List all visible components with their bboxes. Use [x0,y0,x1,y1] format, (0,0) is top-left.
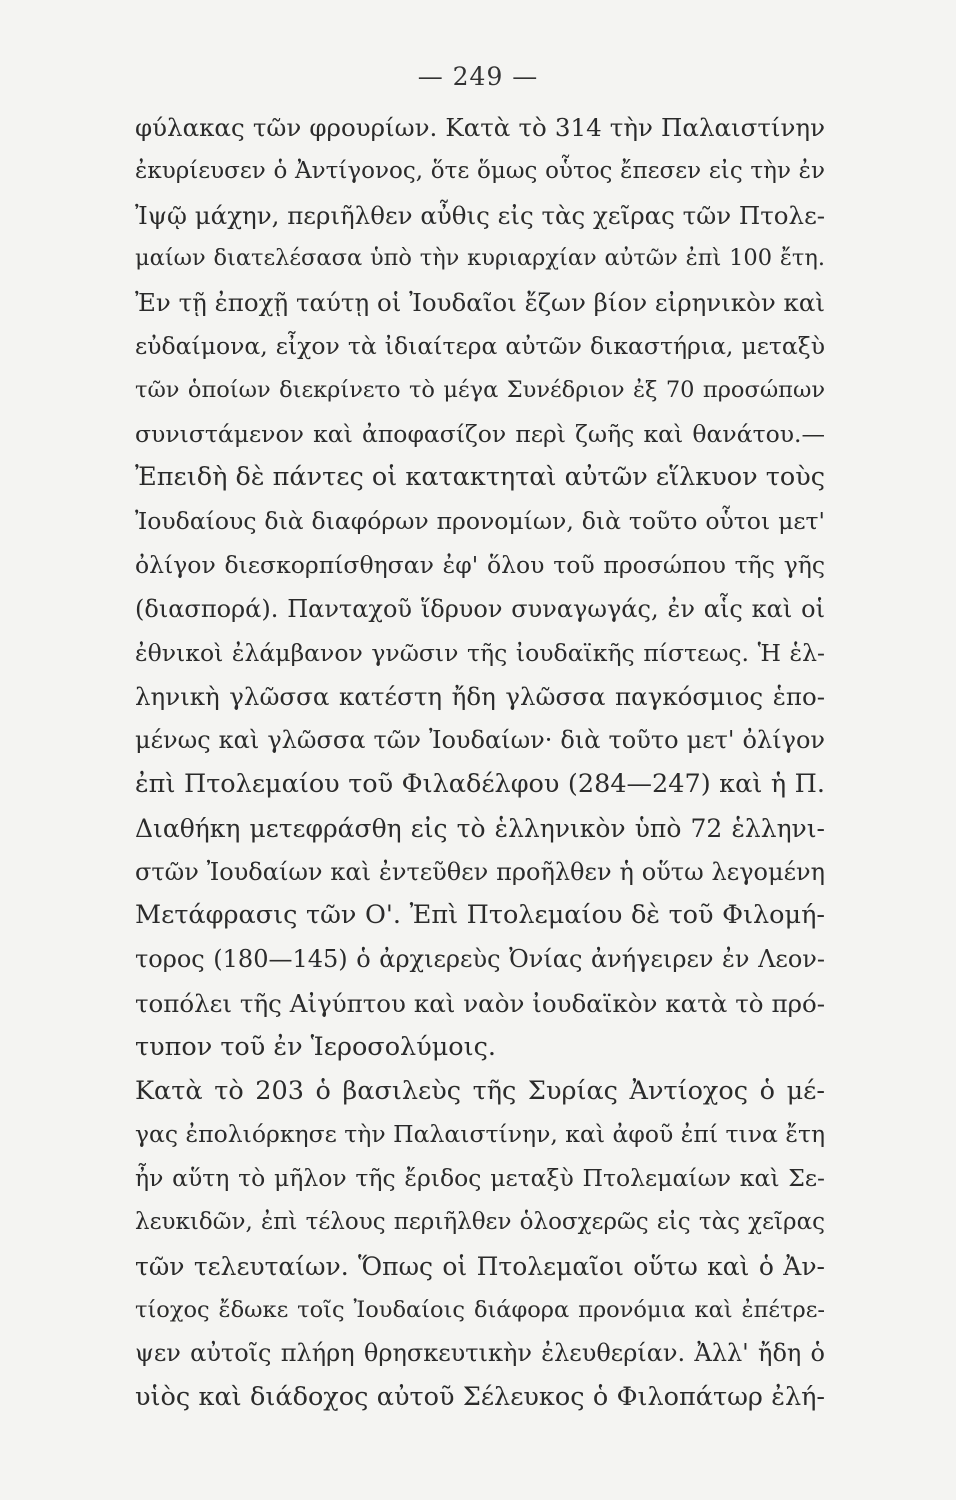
text-line: στῶν Ἰουδαίων καὶ ἐντεῦθεν προῆλθεν ἡ οὕτω λεγομένη [135,857,825,886]
text-line: μένως καὶ γλῶσσα τῶν Ἰουδαίων· διὰ τοῦτο μετ' ὀλίγον [135,726,825,755]
paragraph-2 [135,1070,825,1420]
paragraph-1 [135,106,825,1070]
text-line: τῶν τελευταίων. Ὅπως οἱ Πτολεμαῖοι οὕτω καὶ ὁ Ἀν- [135,1251,825,1281]
text-line: ἐκυρίευσεν ὁ Ἀντίγονος, ὅτε ὅμως οὗτος ἔπεσεν εἰς τὴν ἐν [135,157,825,184]
text-line: τίοχος ἔδωκε τοῖς Ἰουδαίοις διάφορα προνόμια καὶ ἐπέτρε- [135,1296,825,1323]
text-line: ἐθνικοὶ ἐλάμβανον γνῶσιν τῆς ἰουδαϊκῆς πίστεως. Ἡ ἑλ- [135,638,825,667]
text-line: (διασπορά). Πανταχοῦ ἵδρυον συναγωγάς, ἐν αἷς καὶ οἱ [135,594,825,623]
text-line: Διαθήκη μετεφράσθη εἰς τὸ ἑλληνικὸν ὑπὸ 72 ἑλληνι- [135,813,825,843]
text-line: λευκιδῶν, ἐπὶ τέλους περιῆλθεν ὁλοσχερῶς εἰς τὰς χεῖρας [135,1208,825,1235]
text-line: ἐπὶ Πτολεμαίου τοῦ Φιλαδέλφου (284—247) καὶ ἡ Π. [135,768,825,799]
text-line: Μετάφρασις τῶν Ο'. Ἐπὶ Πτολεμαίου δὲ τοῦ Φιλομή- [135,900,825,931]
body-text [135,106,825,1420]
text-line: συνιστάμενον καὶ ἀποφασίζον περὶ ζωῆς καὶ θανάτου.— [135,419,825,448]
text-line: Ἰουδαίους διὰ διαφόρων προνομίων, διὰ τοῦτο οὗτοι μετ' [135,507,825,536]
text-line: εὐδαίμονα, εἶχον τὰ ἰδιαίτερα αὐτῶν δικαστήρια, μεταξὺ [135,331,825,360]
text-line: υἱὸς καὶ διάδοχος αὐτοῦ Σέλευκος ὁ Φιλοπάτωρ ἐλή- [135,1382,825,1413]
text-line: τορος (180—145) ὁ ἀρχιερεὺς Ὀνίας ἀνήγειρεν ἐν Λεον- [135,945,825,974]
text-line: ὀλίγον διεσκορπίσθησαν ἐφ' ὅλου τοῦ προσώπου τῆς γῆς [135,550,825,579]
text-line: μαίων διατελέσασα ὑπὸ τὴν κυριαρχίαν αὐτῶν ἐπὶ 100 ἔτη. [135,245,825,272]
text-line: ἦν αὕτη τὸ μῆλον τῆς ἔριδος μεταξὺ Πτολεμαίων καὶ Σε- [135,1164,825,1193]
text-line: φύλακας τῶν φρουρίων. Κατὰ τὸ 314 τὴν Παλαιστίνην [135,113,825,142]
text-line: τυπον τοῦ ἐν Ἱεροσολύμοις. [135,1031,497,1062]
text-line: Ἰψῷ μάχην, περιῆλθεν αὖθις εἰς τὰς χεῖρας τῶν Πτολε- [135,200,826,230]
page-number: — 249 — [417,62,539,91]
text-line: ψεν αὐτοῖς πλήρη θρησκευτικὴν ἐλευθερίαν. Ἀλλ' ἤδη ὁ [135,1339,825,1368]
text-line: Ἐν τῇ ἐποχῇ ταύτῃ οἱ Ἰουδαῖοι ἔζων βίον εἰρηνικὸν καὶ [135,288,825,318]
text-line: Ἐπειδὴ δὲ πάντες οἱ κατακτηταὶ αὐτῶν εἵλκυον τοὺς [135,462,825,493]
text-line: ληνικὴ γλῶσσα κατέστη ἤδη γλῶσσα παγκόσμιος ἑπο- [135,682,825,712]
text-line: γας ἐπολιόρκησε τὴν Παλαιστίνην, καὶ ἀφοῦ ἐπί τινα ἔτη [135,1120,826,1149]
text-line: τῶν ὁποίων διεκρίνετο τὸ μέγα Συνέδριον ἐξ 70 προσώπων [135,376,825,403]
text-line: τοπόλει τῆς Αἰγύπτου καὶ ναὸν ἰουδαϊκὸν κατὰ τὸ πρό- [135,988,825,1018]
text-line: Κατὰ τὸ 203 ὁ βασιλεὺς τῆς Συρίας Ἀντίοχος ὁ μέ- [135,1075,825,1106]
